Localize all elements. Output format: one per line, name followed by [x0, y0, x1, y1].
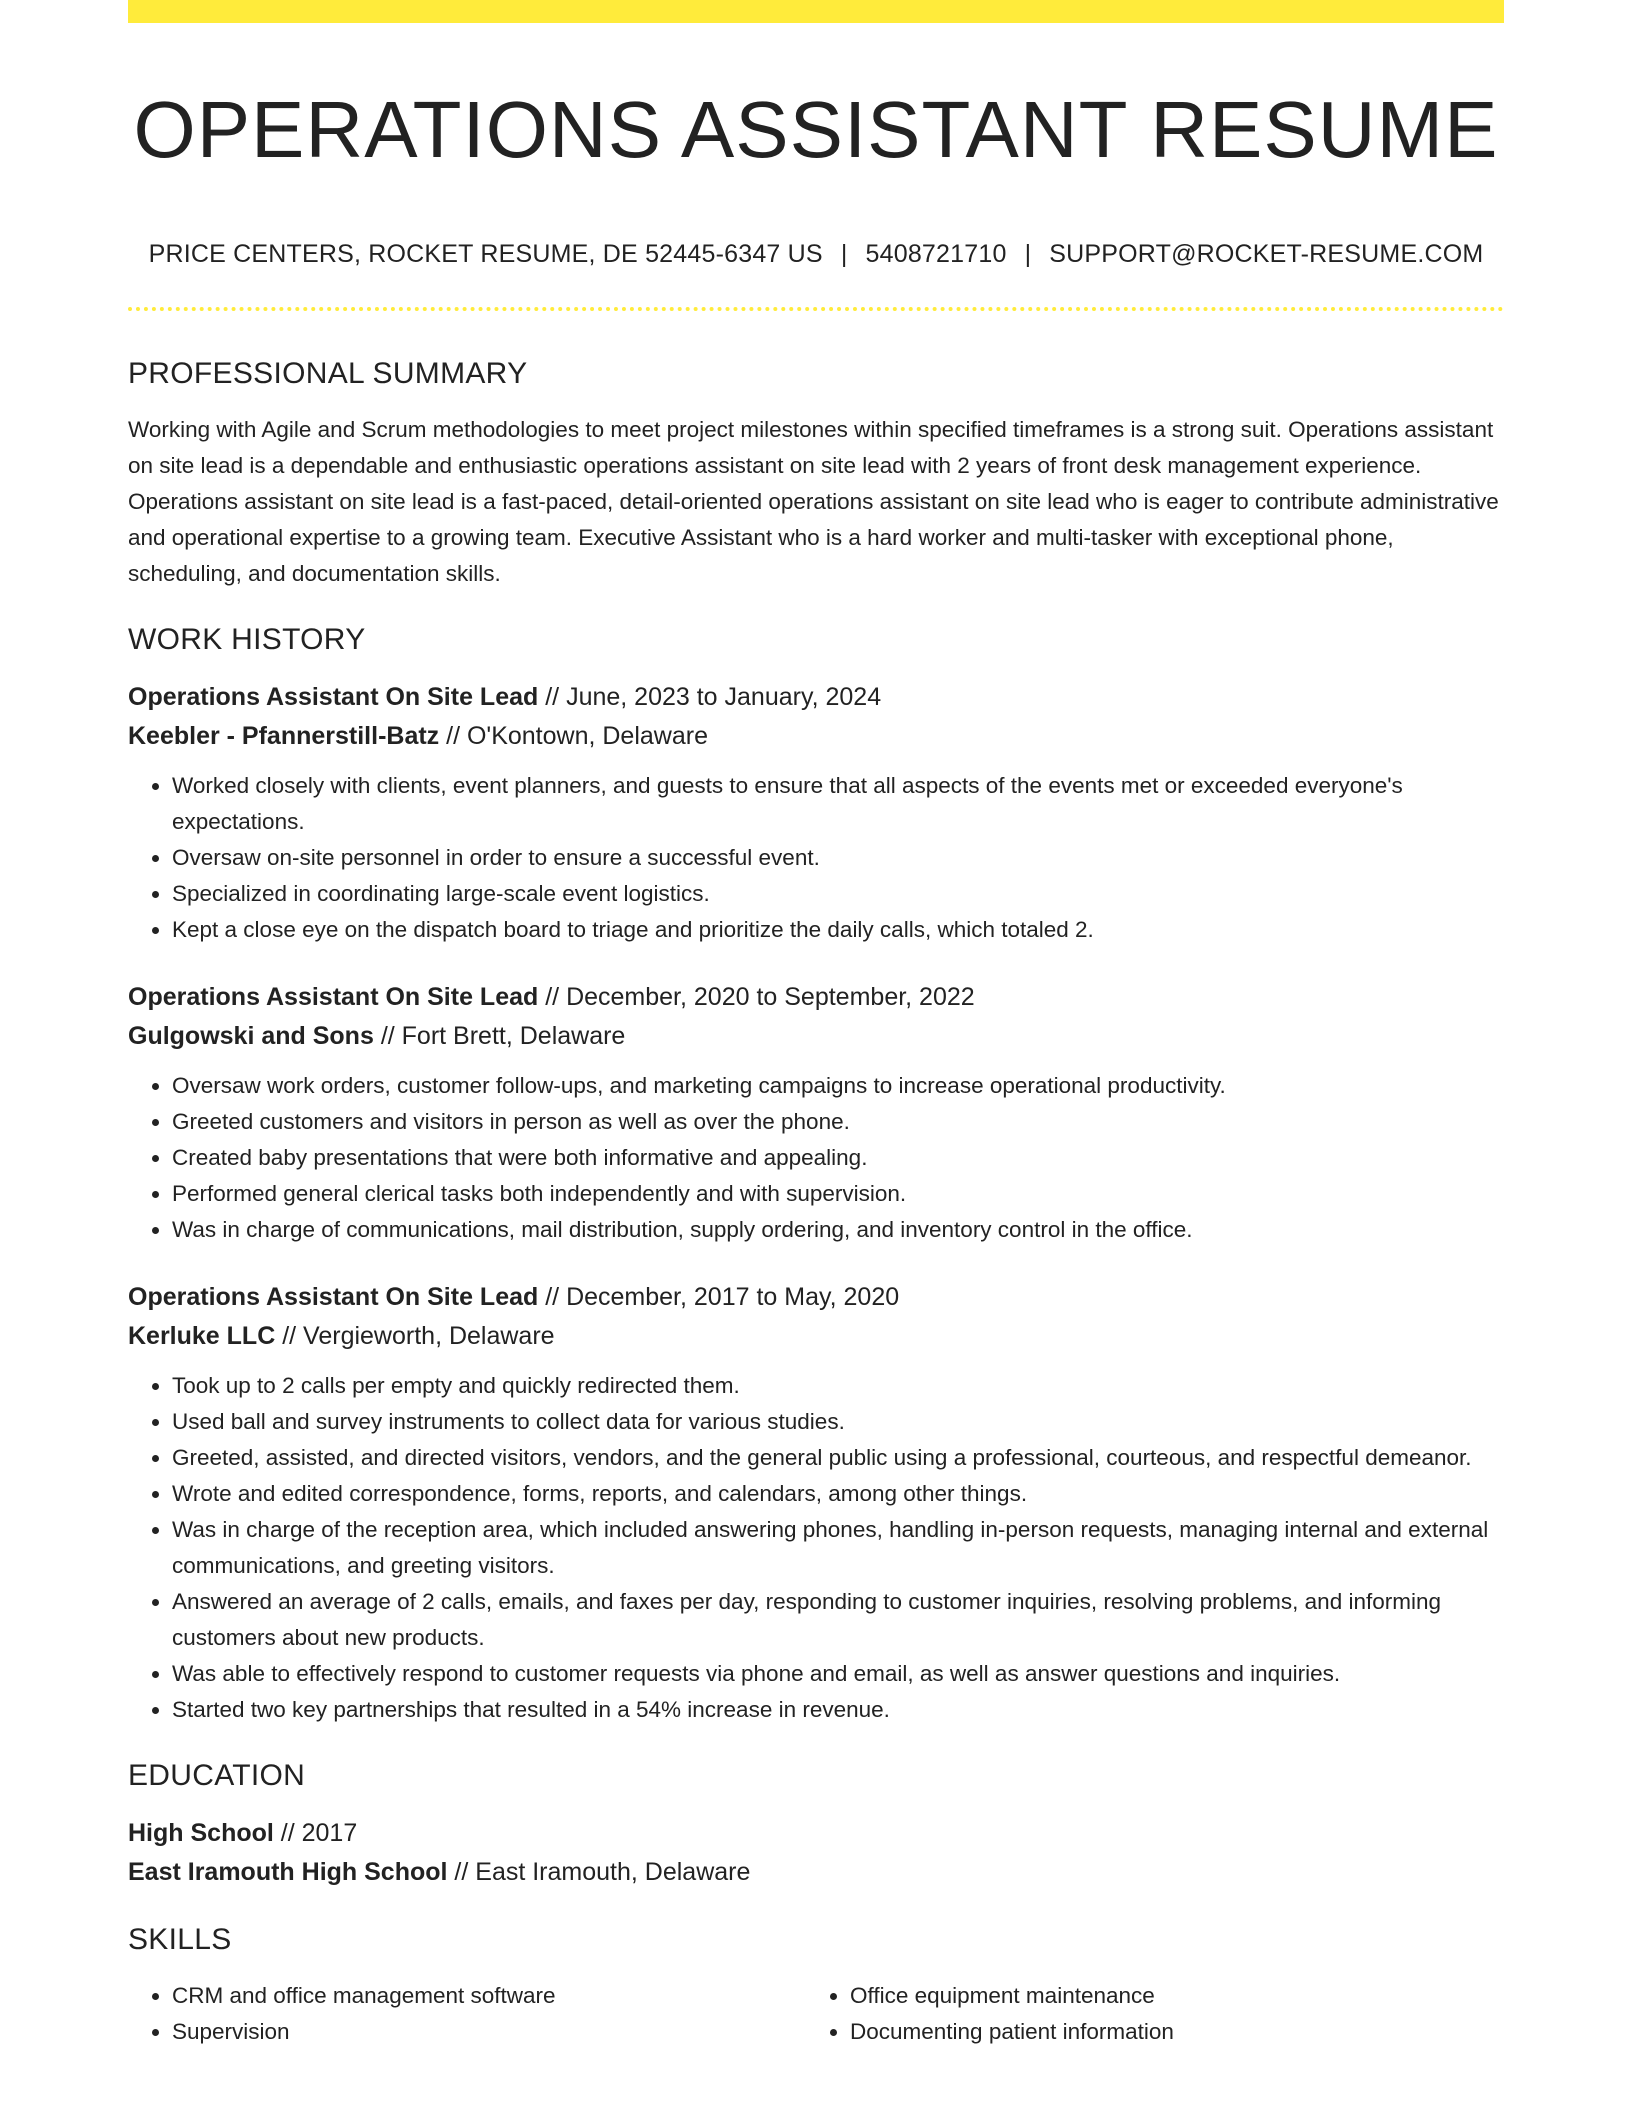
skill-item: • Supervision	[172, 2014, 806, 2050]
job-company: Gulgowski and Sons	[128, 1022, 374, 1050]
job-title-line	[128, 678, 1504, 717]
top-accent-bar	[128, 0, 1504, 23]
skills-bullets-left	[128, 1978, 806, 2050]
list-item: • Kept a close eye on the dispatch board to triage and prioritize the daily calls, which totaled 2.	[172, 912, 1504, 948]
job-company: Kerluke LLC	[128, 1322, 276, 1350]
summary-text: Working with Agile and Scrum methodologies to meet project milestones within specified timeframes is a strong suit. Operations assistant on site lead is a dependable and enthusiastic operations assistant on site lead with 2 years of front desk management experience. Operations assistant on site lead is a fast-paced, detail-oriented operations assistant on site lead who is eager to contribute administrative and operational expertise to a growing team. Executive Assistant who is a hard worker and multi-tasker with exceptional phone, scheduling, and documentation skills.	[128, 417, 1499, 586]
job-location: // Fort Brett, Delaware	[373, 1022, 626, 1050]
contact-phone: 5408721710	[865, 240, 1007, 268]
list-item: • Greeted customers and visitors in person as well as over the phone.	[172, 1104, 1504, 1140]
skills-column-left	[128, 1978, 806, 2050]
contact-separator: |	[840, 240, 848, 268]
job-company-line	[128, 1017, 1504, 1056]
contact-separator: |	[1024, 240, 1032, 268]
list-item: • Answered an average of 2 calls, emails, and faxes per day, responding to customer inquiries, resolving problems, and informing customers about new products.	[172, 1584, 1504, 1656]
list-item: • Used ball and survey instruments to collect data for various studies.	[172, 1404, 1504, 1440]
list-item: • Took up to 2 calls per empty and quickly redirected them.	[172, 1368, 1504, 1404]
job-dates: // December, 2017 to May, 2020	[538, 1283, 900, 1311]
job-company: Keebler - Pfannerstill-Batz	[128, 722, 440, 750]
education-entry	[128, 1814, 1504, 1892]
dotted-divider	[128, 307, 1504, 311]
education-degree: High School	[128, 1819, 274, 1847]
contact-address: PRICE CENTERS, ROCKET RESUME, DE 52445-6347 US	[148, 240, 823, 268]
job-bullets	[128, 1368, 1504, 1728]
job-title-line	[128, 1278, 1504, 1317]
job-bullets	[128, 768, 1504, 948]
resume-content	[128, 352, 1504, 2050]
job-role: Operations Assistant On Site Lead	[128, 983, 539, 1011]
contact-email: SUPPORT@ROCKET-RESUME.COM	[1049, 240, 1484, 268]
list-item: • Oversaw on-site personnel in order to ensure a successful event.	[172, 840, 1504, 876]
work-history-heading: WORK HISTORY	[128, 623, 366, 656]
job-entry	[128, 1278, 1504, 1728]
list-item: • Was in charge of the reception area, which included answering phones, handling in-person requests, managing internal and external communications, and greeting visitors.	[172, 1512, 1504, 1584]
job-role: Operations Assistant On Site Lead	[128, 683, 539, 711]
job-company-line	[128, 717, 1504, 756]
list-item: • Oversaw work orders, customer follow-ups, and marketing campaigns to increase operational productivity.	[172, 1068, 1504, 1104]
education-school: East Iramouth High School	[128, 1858, 448, 1886]
job-location: // Vergieworth, Delaware	[275, 1322, 555, 1350]
job-title-line	[128, 978, 1504, 1017]
resume-title: OPERATIONS ASSISTANT RESUME	[133, 85, 1499, 174]
job-dates: // June, 2023 to January, 2024	[538, 683, 882, 711]
education-degree-line	[128, 1814, 1504, 1853]
job-dates: // December, 2020 to September, 2022	[538, 983, 975, 1011]
skill-item: • CRM and office management software	[172, 1978, 806, 2014]
skills-list	[128, 1978, 1504, 2050]
job-entry	[128, 678, 1504, 948]
skills-heading: SKILLS	[128, 1923, 232, 1956]
job-entry	[128, 978, 1504, 1248]
education-year: // 2017	[273, 1819, 358, 1847]
skills-bullets-right	[806, 1978, 1484, 2050]
list-item: • Specialized in coordinating large-scale event logistics.	[172, 876, 1504, 912]
job-role: Operations Assistant On Site Lead	[128, 1283, 539, 1311]
education-school-line	[128, 1853, 1504, 1892]
summary-heading: PROFESSIONAL SUMMARY	[128, 357, 528, 390]
skill-item: • Documenting patient information	[850, 2014, 1484, 2050]
skills-column-right	[806, 1978, 1484, 2050]
list-item: • Was able to effectively respond to customer requests via phone and email, as well as answer questions and inquiries.	[172, 1656, 1504, 1692]
contact-line	[128, 236, 1504, 272]
job-company-line	[128, 1317, 1504, 1356]
job-location: // O'Kontown, Delaware	[439, 722, 708, 750]
list-item: • Greeted, assisted, and directed visitors, vendors, and the general public using a professional, courteous, and respectful demeanor.	[172, 1440, 1504, 1476]
job-bullets	[128, 1068, 1504, 1248]
list-item: • Was in charge of communications, mail distribution, supply ordering, and inventory control in the office.	[172, 1212, 1504, 1248]
list-item: • Started two key partnerships that resulted in a 54% increase in revenue.	[172, 1692, 1504, 1728]
list-item: • Wrote and edited correspondence, forms, reports, and calendars, among other things.	[172, 1476, 1504, 1512]
list-item: • Worked closely with clients, event planners, and guests to ensure that all aspects of the events met or exceeded everyone's expectations.	[172, 768, 1504, 840]
education-heading: EDUCATION	[128, 1759, 306, 1792]
list-item: • Performed general clerical tasks both independently and with supervision.	[172, 1176, 1504, 1212]
skill-item: • Office equipment maintenance	[850, 1978, 1484, 2014]
education-location: // East Iramouth, Delaware	[447, 1858, 751, 1886]
list-item: • Created baby presentations that were both informative and appealing.	[172, 1140, 1504, 1176]
